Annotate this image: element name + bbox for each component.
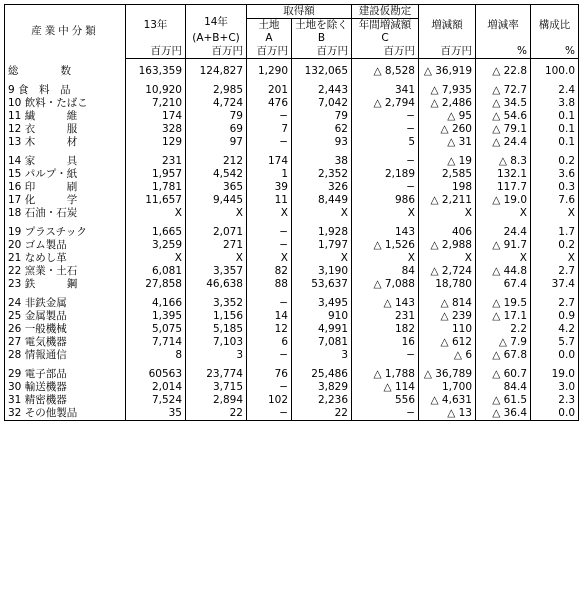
header-construction-code: C [352, 32, 419, 45]
cell-rate: X [476, 207, 531, 220]
cell-b: 3,829 [292, 381, 352, 394]
cell-a: 102 [247, 394, 292, 407]
industry-name-cell: 31 精密機器 [5, 394, 126, 407]
cell-c: 5 [352, 136, 419, 149]
cell-chg: △ 19 [419, 155, 476, 168]
cell-v14: 2,985 [186, 84, 247, 97]
unit-y13: 百万円 [126, 45, 186, 59]
industry-name-cell: 18 石油・石炭 [5, 207, 126, 220]
cell-chg: △ 6 [419, 349, 476, 362]
industry-name-cell: 総 数 [5, 65, 126, 78]
cell-v14: 5,185 [186, 323, 247, 336]
cell-share: 0.1 [531, 110, 579, 123]
cell-rate: X [476, 252, 531, 265]
cell-rate: 2.2 [476, 323, 531, 336]
table-row [5, 349, 579, 362]
cell-a: − [247, 349, 292, 362]
table-row [5, 110, 579, 123]
cell-c: △ 7,088 [352, 278, 419, 291]
cell-chg: △ 2,988 [419, 239, 476, 252]
table-row [5, 252, 579, 265]
cell-share: X [531, 207, 579, 220]
industry-name-cell: 25 金属製品 [5, 310, 126, 323]
cell-b: 3,190 [292, 265, 352, 278]
cell-a: − [247, 407, 292, 421]
cell-rate: 24.4 [476, 226, 531, 239]
unit-construction: 百万円 [352, 45, 419, 59]
cell-a: − [247, 226, 292, 239]
cell-b: 910 [292, 310, 352, 323]
industry-name-cell: 21 なめし革 [5, 252, 126, 265]
table-row [5, 97, 579, 110]
cell-v13: 1,957 [126, 168, 186, 181]
cell-b: 93 [292, 136, 352, 149]
cell-v14: 212 [186, 155, 247, 168]
cell-v14: 3,715 [186, 381, 247, 394]
table-row [5, 381, 579, 394]
cell-a: 1 [247, 168, 292, 181]
cell-b: 7,042 [292, 97, 352, 110]
cell-v14: 23,774 [186, 368, 247, 381]
cell-c: 16 [352, 336, 419, 349]
header-construction-line2: 年間増減額 [352, 19, 419, 33]
cell-share: 0.0 [531, 407, 579, 421]
header-year14-formula: (A+B+C) [186, 32, 247, 45]
cell-chg: △ 612 [419, 336, 476, 349]
header-change: 増減額 [419, 5, 476, 46]
cell-v13: 328 [126, 123, 186, 136]
cell-v14: 2,071 [186, 226, 247, 239]
unit-y14: 百万円 [186, 45, 247, 59]
table-row [5, 407, 579, 421]
cell-a: 82 [247, 265, 292, 278]
table-row [5, 297, 579, 310]
industry-name-cell: 12 衣 服 [5, 123, 126, 136]
cell-c: 986 [352, 194, 419, 207]
cell-b: 132,065 [292, 65, 352, 78]
cell-share: 2.4 [531, 84, 579, 97]
industry-name-cell: 20 ゴム製品 [5, 239, 126, 252]
cell-a: 12 [247, 323, 292, 336]
cell-c: − [352, 407, 419, 421]
industry-name-cell: 29 電子部品 [5, 368, 126, 381]
cell-v13: 27,858 [126, 278, 186, 291]
cell-v14: 365 [186, 181, 247, 194]
cell-c: △ 1,788 [352, 368, 419, 381]
cell-share: 0.1 [531, 123, 579, 136]
cell-v13: 3,259 [126, 239, 186, 252]
cell-rate: △ 19.5 [476, 297, 531, 310]
cell-v14: 22 [186, 407, 247, 421]
cell-v14: 4,724 [186, 97, 247, 110]
cell-chg: △ 260 [419, 123, 476, 136]
cell-v14: 2,894 [186, 394, 247, 407]
cell-v13: 60563 [126, 368, 186, 381]
cell-a: 476 [247, 97, 292, 110]
cell-rate: △ 8.3 [476, 155, 531, 168]
cell-b: 1,797 [292, 239, 352, 252]
header-rate: 増減率 [476, 5, 531, 46]
cell-a: − [247, 239, 292, 252]
cell-chg: △ 2,211 [419, 194, 476, 207]
cell-v13: 163,359 [126, 65, 186, 78]
cell-a: 14 [247, 310, 292, 323]
cell-v14: 97 [186, 136, 247, 149]
cell-c: △ 143 [352, 297, 419, 310]
table-row [5, 368, 579, 381]
header-nonland: 土地を除く [292, 19, 352, 33]
cell-v13: 4,166 [126, 297, 186, 310]
cell-rate: △ 61.5 [476, 394, 531, 407]
industry-name-cell: 26 一般機械 [5, 323, 126, 336]
cell-b: 25,486 [292, 368, 352, 381]
header-acquisition: 取得額 [247, 5, 352, 19]
industry-name-cell: 9 食 料 品 [5, 84, 126, 97]
cell-v13: 8 [126, 349, 186, 362]
cell-v13: 7,210 [126, 97, 186, 110]
cell-b: 8,449 [292, 194, 352, 207]
cell-rate: △ 17.1 [476, 310, 531, 323]
industry-name-cell: 14 家 具 [5, 155, 126, 168]
cell-c: X [352, 252, 419, 265]
cell-b: 3 [292, 349, 352, 362]
cell-b: 4,991 [292, 323, 352, 336]
cell-rate: 67.4 [476, 278, 531, 291]
cell-v14: 7,103 [186, 336, 247, 349]
header-year13: 13年 [126, 5, 186, 46]
cell-v13: 7,714 [126, 336, 186, 349]
cell-v13: 174 [126, 110, 186, 123]
header-share: 構成比 [531, 5, 579, 46]
cell-a: 1,290 [247, 65, 292, 78]
table-row [5, 394, 579, 407]
cell-c: △ 114 [352, 381, 419, 394]
cell-chg: △ 2,486 [419, 97, 476, 110]
cell-rate: △ 60.7 [476, 368, 531, 381]
cell-b: X [292, 207, 352, 220]
table-row [5, 84, 579, 97]
cell-rate: △ 7.9 [476, 336, 531, 349]
table-row [5, 310, 579, 323]
table-row [5, 168, 579, 181]
cell-v13: 35 [126, 407, 186, 421]
header-nonland-code: B [292, 32, 352, 45]
industry-name-cell: 27 電気機器 [5, 336, 126, 349]
cell-b: 62 [292, 123, 352, 136]
table-row [5, 123, 579, 136]
table-body [5, 59, 579, 421]
table-row [5, 181, 579, 194]
industry-name-cell: 16 印 刷 [5, 181, 126, 194]
cell-v13: 1,665 [126, 226, 186, 239]
cell-share: 37.4 [531, 278, 579, 291]
cell-v14: 3,352 [186, 297, 247, 310]
table-row [5, 226, 579, 239]
cell-c: − [352, 110, 419, 123]
cell-c: − [352, 123, 419, 136]
cell-b: 1,928 [292, 226, 352, 239]
table-row-total [5, 65, 579, 78]
cell-rate: △ 72.7 [476, 84, 531, 97]
cell-v14: 9,445 [186, 194, 247, 207]
cell-share: 2.7 [531, 297, 579, 310]
cell-a: 11 [247, 194, 292, 207]
cell-v13: X [126, 252, 186, 265]
cell-rate: △ 34.5 [476, 97, 531, 110]
cell-chg: △ 239 [419, 310, 476, 323]
cell-share: 0.2 [531, 155, 579, 168]
industry-name-cell: 10 飲料・たばこ [5, 97, 126, 110]
header-industry: 産業中分類 [5, 5, 126, 59]
industry-name-cell: 23 鉄 鋼 [5, 278, 126, 291]
cell-c: △ 1,526 [352, 239, 419, 252]
cell-chg: △ 7,935 [419, 84, 476, 97]
cell-b: 53,637 [292, 278, 352, 291]
industry-name-cell: 24 非鉄金属 [5, 297, 126, 310]
cell-a: X [247, 252, 292, 265]
header-land: 土地 [247, 19, 292, 33]
cell-share: 1.7 [531, 226, 579, 239]
cell-rate: △ 67.8 [476, 349, 531, 362]
cell-share: 0.2 [531, 239, 579, 252]
cell-chg: △ 814 [419, 297, 476, 310]
cell-v14: X [186, 207, 247, 220]
cell-c: X [352, 207, 419, 220]
cell-v13: 11,657 [126, 194, 186, 207]
cell-v14: X [186, 252, 247, 265]
industry-name-cell: 13 木 材 [5, 136, 126, 149]
cell-v14: 3,357 [186, 265, 247, 278]
cell-chg: △ 13 [419, 407, 476, 421]
cell-rate: 132.1 [476, 168, 531, 181]
cell-share: 5.7 [531, 336, 579, 349]
cell-v13: 2,014 [126, 381, 186, 394]
cell-b: 3,495 [292, 297, 352, 310]
cell-share: 0.1 [531, 136, 579, 149]
unit-change: 百万円 [419, 45, 476, 59]
cell-v14: 4,542 [186, 168, 247, 181]
cell-rate: △ 22.8 [476, 65, 531, 78]
cell-v14: 46,638 [186, 278, 247, 291]
header-land-code: A [247, 32, 292, 45]
cell-v14: 271 [186, 239, 247, 252]
cell-b: 79 [292, 110, 352, 123]
cell-a: 39 [247, 181, 292, 194]
cell-c: △ 8,528 [352, 65, 419, 78]
header-year14: 14年 [186, 5, 247, 33]
table-row [5, 207, 579, 220]
cell-rate: △ 24.4 [476, 136, 531, 149]
cell-a: − [247, 110, 292, 123]
cell-share: 2.7 [531, 265, 579, 278]
cell-a: − [247, 136, 292, 149]
cell-b: 326 [292, 181, 352, 194]
cell-v14: 3 [186, 349, 247, 362]
table-row [5, 336, 579, 349]
cell-c: 143 [352, 226, 419, 239]
cell-b: 2,443 [292, 84, 352, 97]
cell-v13: 231 [126, 155, 186, 168]
cell-c: 182 [352, 323, 419, 336]
cell-share: 3.8 [531, 97, 579, 110]
cell-share: 0.9 [531, 310, 579, 323]
industry-name-cell: 22 窯業・土石 [5, 265, 126, 278]
table-row [5, 323, 579, 336]
industry-name-cell: 30 輸送機器 [5, 381, 126, 394]
unit-share: % [531, 45, 579, 59]
unit-nonland: 百万円 [292, 45, 352, 59]
cell-c: − [352, 349, 419, 362]
cell-v13: X [126, 207, 186, 220]
cell-a: 88 [247, 278, 292, 291]
cell-b: 38 [292, 155, 352, 168]
cell-v14: 124,827 [186, 65, 247, 78]
cell-b: 2,352 [292, 168, 352, 181]
table-row [5, 239, 579, 252]
cell-chg: X [419, 252, 476, 265]
cell-a: 174 [247, 155, 292, 168]
cell-a: 6 [247, 336, 292, 349]
cell-share: 3.6 [531, 168, 579, 181]
cell-c: 231 [352, 310, 419, 323]
industry-name-cell: 11 繊 維 [5, 110, 126, 123]
industry-name-cell: 19 プラスチック [5, 226, 126, 239]
cell-rate: △ 54.6 [476, 110, 531, 123]
cell-b: X [292, 252, 352, 265]
table-row [5, 194, 579, 207]
cell-share: 7.6 [531, 194, 579, 207]
table-row [5, 278, 579, 291]
cell-chg: 18,780 [419, 278, 476, 291]
cell-c: 84 [352, 265, 419, 278]
industry-name-cell: 15 パルプ・紙 [5, 168, 126, 181]
cell-chg: 1,700 [419, 381, 476, 394]
cell-c: 341 [352, 84, 419, 97]
cell-a: 7 [247, 123, 292, 136]
cell-share: 4.2 [531, 323, 579, 336]
unit-rate: % [476, 45, 531, 59]
cell-b: 2,236 [292, 394, 352, 407]
cell-chg: 406 [419, 226, 476, 239]
industry-name-cell: 32 その他製品 [5, 407, 126, 421]
cell-c: 556 [352, 394, 419, 407]
header-construction-line1: 建設仮勘定 [352, 5, 419, 19]
cell-v13: 1,395 [126, 310, 186, 323]
cell-chg: △ 4,631 [419, 394, 476, 407]
cell-a: − [247, 297, 292, 310]
cell-chg: △ 36,789 [419, 368, 476, 381]
unit-land: 百万円 [247, 45, 292, 59]
cell-chg: X [419, 207, 476, 220]
cell-a: 201 [247, 84, 292, 97]
cell-chg: △ 36,919 [419, 65, 476, 78]
cell-rate: 117.7 [476, 181, 531, 194]
cell-v13: 7,524 [126, 394, 186, 407]
cell-rate: △ 79.1 [476, 123, 531, 136]
cell-share: 0.3 [531, 181, 579, 194]
cell-v13: 5,075 [126, 323, 186, 336]
cell-c: 2,189 [352, 168, 419, 181]
industry-name-cell: 17 化 学 [5, 194, 126, 207]
cell-v13: 6,081 [126, 265, 186, 278]
cell-v13: 10,920 [126, 84, 186, 97]
cell-share: 0.0 [531, 349, 579, 362]
cell-c: △ 2,794 [352, 97, 419, 110]
cell-v13: 129 [126, 136, 186, 149]
cell-b: 7,081 [292, 336, 352, 349]
cell-chg: △ 31 [419, 136, 476, 149]
table-row [5, 155, 579, 168]
table-row [5, 136, 579, 149]
statistics-table [4, 4, 579, 421]
cell-share: X [531, 252, 579, 265]
cell-chg: 2,585 [419, 168, 476, 181]
cell-c: − [352, 181, 419, 194]
cell-chg: △ 2,724 [419, 265, 476, 278]
cell-share: 3.0 [531, 381, 579, 394]
cell-c: − [352, 155, 419, 168]
cell-v14: 79 [186, 110, 247, 123]
table-row [5, 265, 579, 278]
industry-name-cell: 28 情報通信 [5, 349, 126, 362]
cell-b: 22 [292, 407, 352, 421]
cell-chg: △ 95 [419, 110, 476, 123]
cell-v14: 69 [186, 123, 247, 136]
cell-share: 100.0 [531, 65, 579, 78]
cell-v13: 1,781 [126, 181, 186, 194]
cell-chg: 110 [419, 323, 476, 336]
cell-rate: 84.4 [476, 381, 531, 394]
cell-rate: △ 44.8 [476, 265, 531, 278]
cell-rate: △ 91.7 [476, 239, 531, 252]
cell-share: 19.0 [531, 368, 579, 381]
cell-a: 76 [247, 368, 292, 381]
cell-v14: 1,156 [186, 310, 247, 323]
cell-a: − [247, 381, 292, 394]
cell-a: X [247, 207, 292, 220]
cell-chg: 198 [419, 181, 476, 194]
cell-rate: △ 19.0 [476, 194, 531, 207]
cell-share: 2.3 [531, 394, 579, 407]
cell-rate: △ 36.4 [476, 407, 531, 421]
